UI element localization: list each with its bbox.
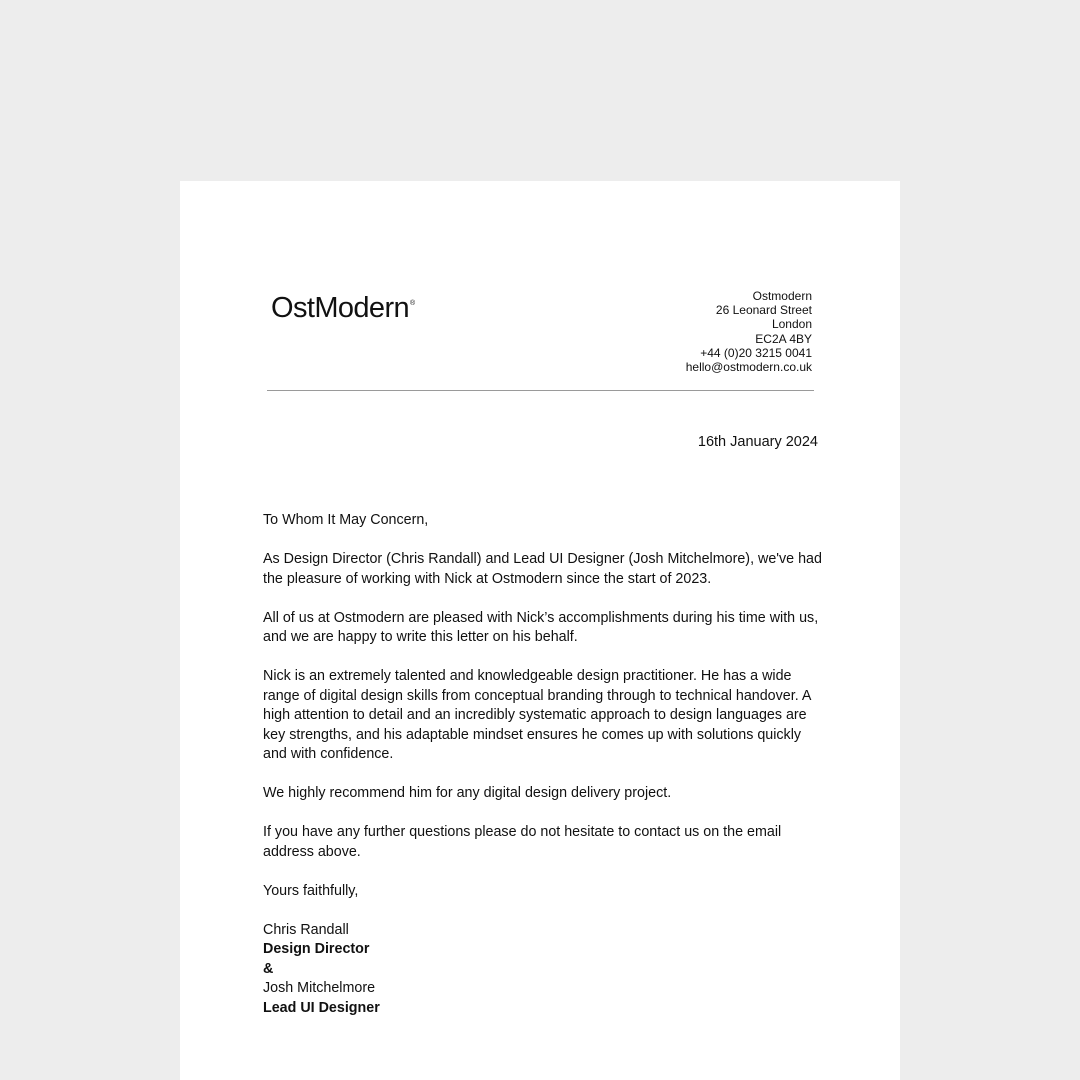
address-company-name: Ostmodern [752,289,812,303]
paragraph-recommendation: We highly recommend him for any digital design delivery project. [263,785,672,801]
letter-date: 16th January 2024 [697,434,818,450]
company-logo [271,294,414,323]
signatory-ampersand: & [263,960,274,977]
header-divider [267,390,814,391]
signatory-title-second: Lead UI Designer [263,999,380,1016]
logo-text: OstModern [271,292,410,324]
signatory-name-first: Chris Randall [263,921,349,938]
address-city: London [771,317,812,332]
address-email: hello@ostmodern.co.uk [685,360,812,375]
paragraph-accomplishments: All of us at Ostmodern are pleased with Nick’s accomplishments during his time with us, and we are happy to write this letter on his behalf. [263,609,819,645]
paragraph-contact: If you have any further questions please do not hesitate to contact us on the email address above. [263,824,782,860]
paragraph-introduction: As Design Director (Chris Randall) and Lead UI Designer (Josh Mitchelmore), we've had the pleasure of working with Nick at Ostmodern since the start of 2023. [263,551,822,587]
paragraph-skills: Nick is an extremely talented and knowledgeable design practitioner. He has a wide range of digital design skills from conceptual branding through to technical handover. A high attention to detail and an incredibly systematic approach to design languages are key strengths, and his adaptable mindset ensures he comes up with solutions quickly and with confidence. [263,668,811,762]
signatory-name-second: Josh Mitchelmore [263,980,376,996]
closing: Yours faithfully, [263,882,359,899]
address-phone: +44 (0)20 3215 0041 [700,345,812,360]
letter-body [263,511,823,1018]
registered-mark: ® [410,300,416,307]
address-postcode: EC2A 4BY [755,331,812,346]
signatory-title-first: Design Director [263,941,370,957]
letter-page [180,181,900,1080]
address-street: 26 Leonard Street [715,303,812,318]
salutation: To Whom It May Concern, [263,512,429,528]
company-address [686,289,812,374]
